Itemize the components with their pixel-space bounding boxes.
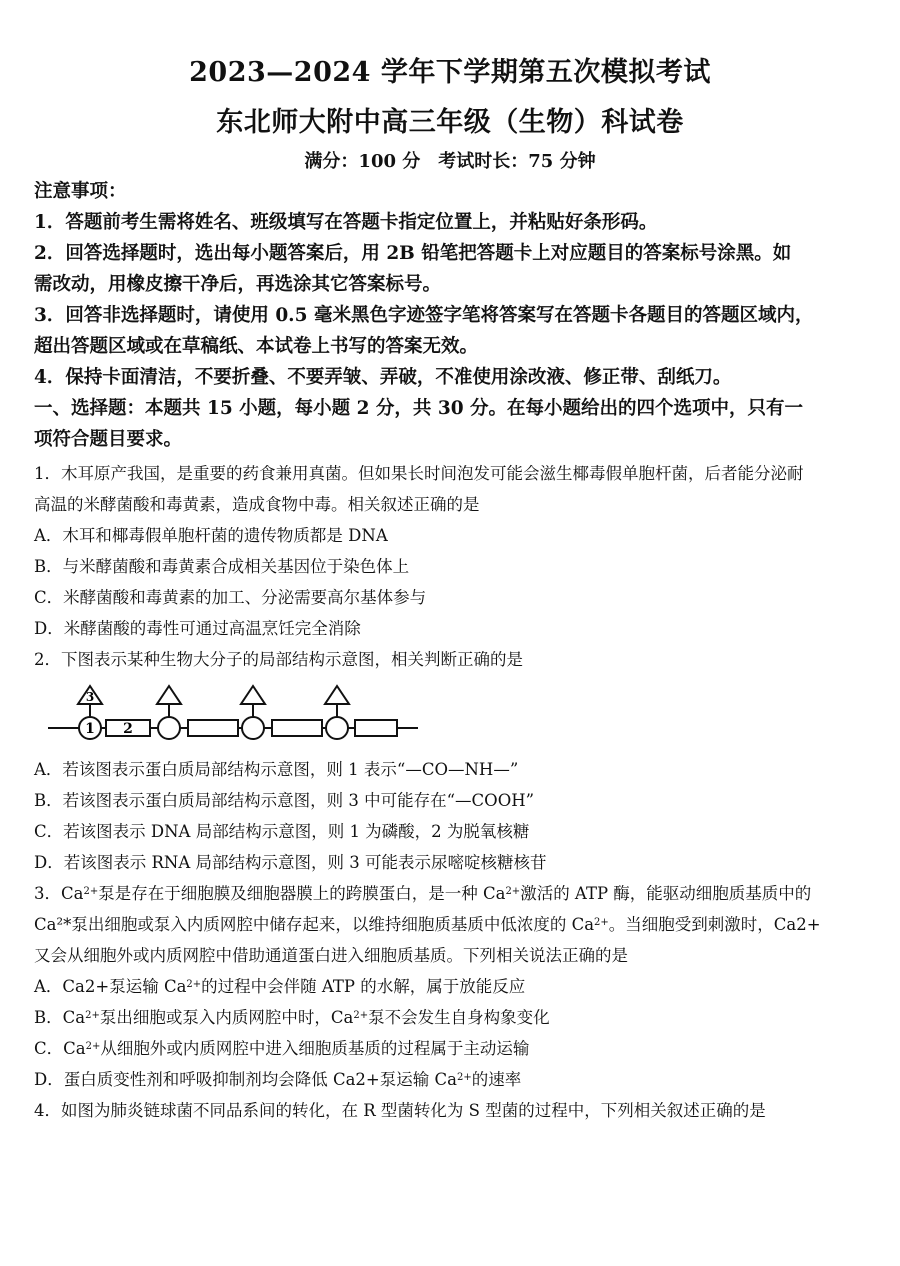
note-item: 需改动，用橡皮擦干净后，再选涂其它答案标号。 — [34, 274, 442, 295]
side-group-triangle-4 — [325, 686, 349, 704]
q1-option-c: C．米酵菌酸和毒黄素的加工、分泌需要高尔基体参与 — [34, 588, 427, 607]
node-circle-2 — [158, 717, 180, 739]
q2-option-c: C．若该图表示 DNA 局部结构示意图，则 1 为磷酸，2 为脱氧核糖 — [34, 822, 530, 841]
q1-option-b: B．与米酵菌酸和毒黄素合成相关基因位于染色体上 — [34, 557, 410, 576]
ca-text: Ca — [63, 1039, 86, 1058]
ca-text: Ca — [62, 1008, 86, 1027]
option-text: B． — [34, 1008, 63, 1027]
notes-heading: 注意事项： — [34, 181, 127, 202]
q2-option-a: A．若该图表示蛋白质局部结构示意图，则 1 表示“—CO—NH—” — [34, 760, 519, 779]
q4-stem: 4．如图为肺炎链球菌不同品系间的转化，在 R 型菌转化为 S 型菌的过程中，下列相关叙述正确的是 — [34, 1101, 766, 1120]
q3-stem-part: Ca²*泵出细胞或泵入内质网腔中储存起来，以维持细胞质基质中低浓度的 — [34, 915, 572, 934]
exam-subtitle: 东北师大附中高三年级（生物）科试卷 — [216, 107, 684, 138]
side-group-triangle-3 — [241, 686, 265, 704]
option-text: D．蛋白质变性剂和呼吸抑制剂均会降低 Ca2+泵运输 — [34, 1070, 435, 1089]
q3-stem-part: 激活的 ATP 酶，能驱动细胞质基质中的 — [520, 884, 812, 903]
option-text: A．Ca2+泵运输 — [34, 977, 164, 996]
option-text: 泵出细胞或泵入内质网腔中时， — [99, 1008, 331, 1027]
q3-option-b — [34, 1002, 874, 1033]
node-circle-3 — [242, 717, 264, 739]
q1-option-d: D．米酵菌酸的毒性可通过高温烹饪完全消除 — [34, 619, 361, 638]
ca-sup: 2+ — [353, 1010, 369, 1021]
note-item: 2．回答选择题时，选出每小题答案后，用 2B 铅笔把答题卡上对应题目的答案标号涂黑。如 — [34, 243, 792, 264]
q3-stem-part: 。当细胞受到刺激时，Ca2+ — [608, 915, 821, 934]
ca-sup: 2+ — [85, 1041, 101, 1052]
note-item: 超出答题区域或在草稿纸、本试卷上书写的答案无效。 — [34, 336, 479, 357]
q1-stem: 1．木耳原产我国，是重要的药食兼用真菌。但如果长时间泡发可能会滋生椰毒假单胞杆菌，后者能分泌耐 — [34, 464, 804, 483]
ca-sup: 2+ — [456, 1072, 472, 1083]
ca-text: Ca — [571, 915, 595, 934]
q2-option-b: B．若该图表示蛋白质局部结构示意图，则 3 中可能存在“—COOH” — [34, 791, 535, 810]
q3-option-c — [34, 1033, 874, 1064]
link-rect-3 — [272, 720, 322, 736]
ca-sup: 2+ — [85, 1010, 100, 1021]
ca-sup: 2+ — [505, 886, 521, 897]
q2-stem: 2．下图表示某种生物大分子的局部结构示意图，相关判断正确的是 — [34, 650, 523, 669]
section-heading: 一、选择题：本题共 15 小题，每小题 2 分，共 30 分。在每小题给出的四个选项中，只有一 — [34, 398, 804, 419]
note-item: 3．回答非选择题时，请使用 0.5 毫米黑色字迹签字笔将答案写在答题卡各题目的答题区域内， — [34, 305, 814, 326]
figure-label-1: 1 — [85, 721, 95, 737]
q3-option-a — [34, 971, 874, 1002]
q3-stem-part: 泵是存在于细胞膜及细胞器膜上的跨膜蛋白，是一种 — [98, 884, 483, 903]
q2-macromolecule-figure — [48, 684, 428, 748]
ca-text: Ca — [330, 1008, 354, 1027]
ca-sup: 2+ — [594, 917, 609, 928]
note-item: 1．答题前考生需将姓名、班级填写在答题卡指定位置上，并粘贴好条形码。 — [34, 212, 658, 233]
q3-stem-cont: 又会从细胞外或内质网腔中借助通道蛋白进入细胞质基质。下列相关说法正确的是 — [34, 946, 628, 965]
q3-number: 3． — [34, 884, 61, 903]
ca-text: Ca — [434, 1070, 457, 1089]
exam-meta: 满分：100 分 考试时长：75 分钟 — [304, 151, 596, 172]
ca-text: Ca — [482, 884, 506, 903]
link-rect-4 — [355, 720, 397, 736]
link-rect-2 — [188, 720, 238, 736]
figure-label-3: 3 — [85, 690, 95, 704]
section-heading-cont: 项符合题目要求。 — [34, 429, 183, 450]
figure-label-2: 2 — [123, 721, 133, 737]
q2-option-d: D．若该图表示 RNA 局部结构示意图，则 3 可能表示尿嘧啶核糖核苷 — [34, 853, 547, 872]
q3-option-d — [34, 1064, 874, 1095]
ca-sup: 2+ — [83, 886, 99, 897]
q1-stem-cont: 高温的米酵菌酸和毒黄素，造成食物中毒。相关叙述正确的是 — [34, 495, 480, 514]
side-group-triangle-2 — [157, 686, 181, 704]
ca-sup: 2+ — [186, 979, 202, 990]
ca-text: Ca — [61, 884, 84, 903]
ca-text: Ca — [163, 977, 187, 996]
q3-stem-cont — [34, 909, 874, 940]
node-circle-4 — [326, 717, 348, 739]
option-text: 的速率 — [471, 1070, 522, 1089]
option-text: C． — [34, 1039, 64, 1058]
exam-title: 2023—2024 学年下学期第五次模拟考试 — [189, 57, 711, 88]
q1-option-a: A．木耳和椰毒假单胞杆菌的遗传物质都是 DNA — [34, 526, 388, 545]
note-item: 4．保持卡面清洁，不要折叠、不要弄皱、弄破，不准使用涂改液、修正带、刮纸刀。 — [34, 367, 732, 388]
option-text: 的过程中会伴随 ATP 的水解，属于放能反应 — [201, 977, 526, 996]
option-text: 泵不会发生自身构象变化 — [368, 1008, 550, 1027]
option-text: 从细胞外或内质网腔中进入细胞质基质的过程属于主动运输 — [100, 1039, 530, 1058]
q3-stem — [34, 878, 874, 909]
